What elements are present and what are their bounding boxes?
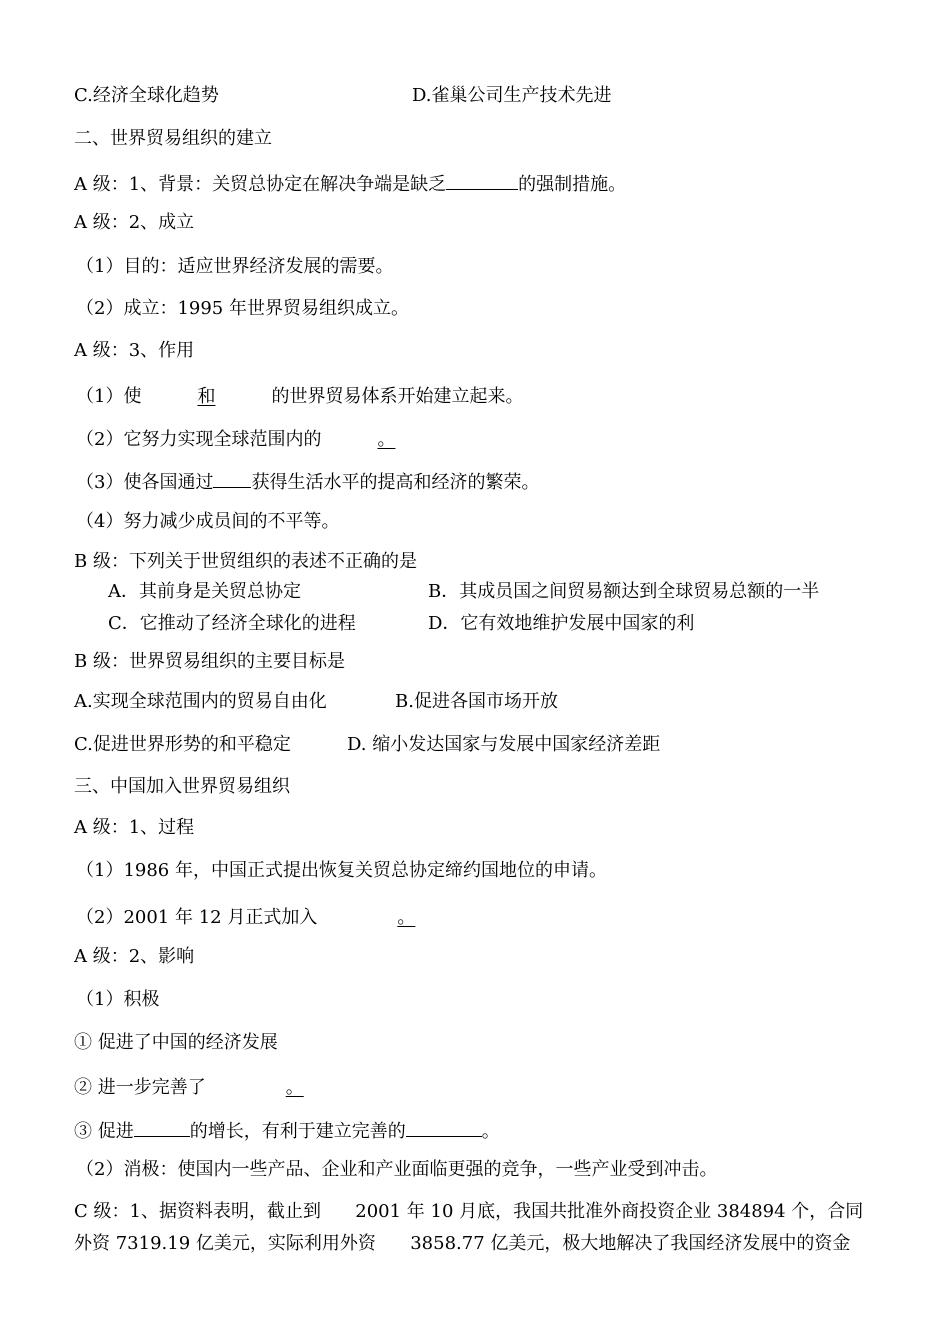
section-heading-2: 二、世界贸易组织的建立 <box>74 128 272 149</box>
a3-3-post: 获得生活水平的提高和经济的繁荣。 <box>251 472 540 493</box>
b2-option-a: A.实现全球范围内的贸易自由化 <box>74 691 327 712</box>
s3-a2-item-1: （1）积极 <box>76 989 160 1010</box>
s3-a2-circle-1: ① 促进了中国的经济发展 <box>74 1032 278 1053</box>
a1-text-post: 的强制措施。 <box>518 174 627 195</box>
a3-2-blank-group <box>321 429 395 450</box>
c1-paragraph-line-2: 外资 7319.19 亿美元，实际利用外资 3858.77 亿美元，极大地解决了我国经济发展中的资金 <box>74 1233 851 1254</box>
option-d-prev: D.雀巢公司生产技术先进 <box>412 85 612 106</box>
s3-c3-post: 。 <box>481 1121 500 1142</box>
c1-paragraph-line-1: C 级：1、据资料表明，截止到 2001 年 10 月底，我国共批准外商投资企业 384894 个，合同 <box>74 1201 864 1222</box>
b2-option-d: D. 缩小发达国家与发展中国家经济差距 <box>347 734 661 755</box>
a3-1-blank-group <box>141 386 271 407</box>
option-c-prev: C.经济全球化趋势 <box>74 85 219 106</box>
s3-a2-item-2: （2）消极：使国内一些产品、企业和产业面临更强的竞争，一些产业受到冲击。 <box>76 1159 718 1180</box>
b2-option-b: B.促进各国市场开放 <box>395 691 558 712</box>
b2-question: B 级：世界贸易组织的主要目标是 <box>74 651 345 672</box>
s3-a1-2-pre: （2）2001 年 12 月正式加入 <box>76 907 318 928</box>
a3-1-mid: 和 <box>197 386 216 407</box>
a3-2-pre: （2）它努力实现全球范围内的 <box>76 429 322 450</box>
s3-a2-circle-2 <box>74 1073 304 1097</box>
section-heading-3: 三、中国加入世界贸易组织 <box>74 776 290 797</box>
s3-c3-mid: 的增长，有利于建立完善的 <box>189 1121 406 1142</box>
fill-blank <box>134 1116 190 1137</box>
s3-c2-post: 。 <box>285 1077 304 1098</box>
s3-c2-pre: ② 进一步完善了 <box>74 1077 206 1098</box>
fill-blank <box>213 467 251 488</box>
s3-a2-circle-3 <box>74 1116 500 1140</box>
a3-item-2 <box>76 425 395 449</box>
s3-a1-2-post: 。 <box>397 907 416 928</box>
s3-a1-2-blank-group <box>317 907 415 928</box>
a2-item-1: （1）目的：适应世界经济发展的需要。 <box>76 256 394 277</box>
a2-item-2: （2）成立：1995 年世界贸易组织成立。 <box>76 298 409 319</box>
b1-option-d: D．它有效地维护发展中国家的利 <box>428 613 695 634</box>
fill-blank <box>406 1116 482 1137</box>
b1-option-b: B．其成员国之间贸易额达到全球贸易总额的一半 <box>428 581 820 602</box>
a3-item-1 <box>76 382 523 406</box>
a1-text-pre: A 级：1、背景：关贸总协定在解决争端是缺乏 <box>74 174 447 195</box>
b1-option-c: C．它推动了经济全球化的进程 <box>108 613 356 634</box>
s3-a2-heading: A 级：2、影响 <box>74 946 195 967</box>
a3-1-pre: （1）使 <box>76 386 142 407</box>
s3-c2-blank-group <box>206 1077 304 1098</box>
b1-option-a: A．其前身是关贸总协定 <box>108 581 301 602</box>
s3-c3-pre: ③ 促进 <box>74 1121 134 1142</box>
a1-background-line <box>74 169 626 193</box>
s3-a1-item-1: （1）1986 年，中国正式提出恢复关贸总协定缔约国地位的申请。 <box>76 860 607 881</box>
fill-blank <box>446 169 518 190</box>
a3-1-post: 的世界贸易体系开始建立起来。 <box>271 386 524 407</box>
a3-2-post: 。 <box>377 429 396 450</box>
s3-a1-item-2 <box>76 903 415 927</box>
s3-a1-heading: A 级：1、过程 <box>74 817 195 838</box>
a3-item-3 <box>76 467 539 491</box>
a2-heading: A 级：2、成立 <box>74 212 195 233</box>
a3-3-pre: （3）使各国通过 <box>76 472 214 493</box>
b1-question: B 级：下列关于世贸组织的表述不正确的是 <box>74 551 417 572</box>
a3-item-4: （4）努力减少成员间的不平等。 <box>76 511 340 532</box>
a3-heading: A 级：3、作用 <box>74 340 195 361</box>
b2-option-c: C.促进世界形势的和平稳定 <box>74 734 291 755</box>
